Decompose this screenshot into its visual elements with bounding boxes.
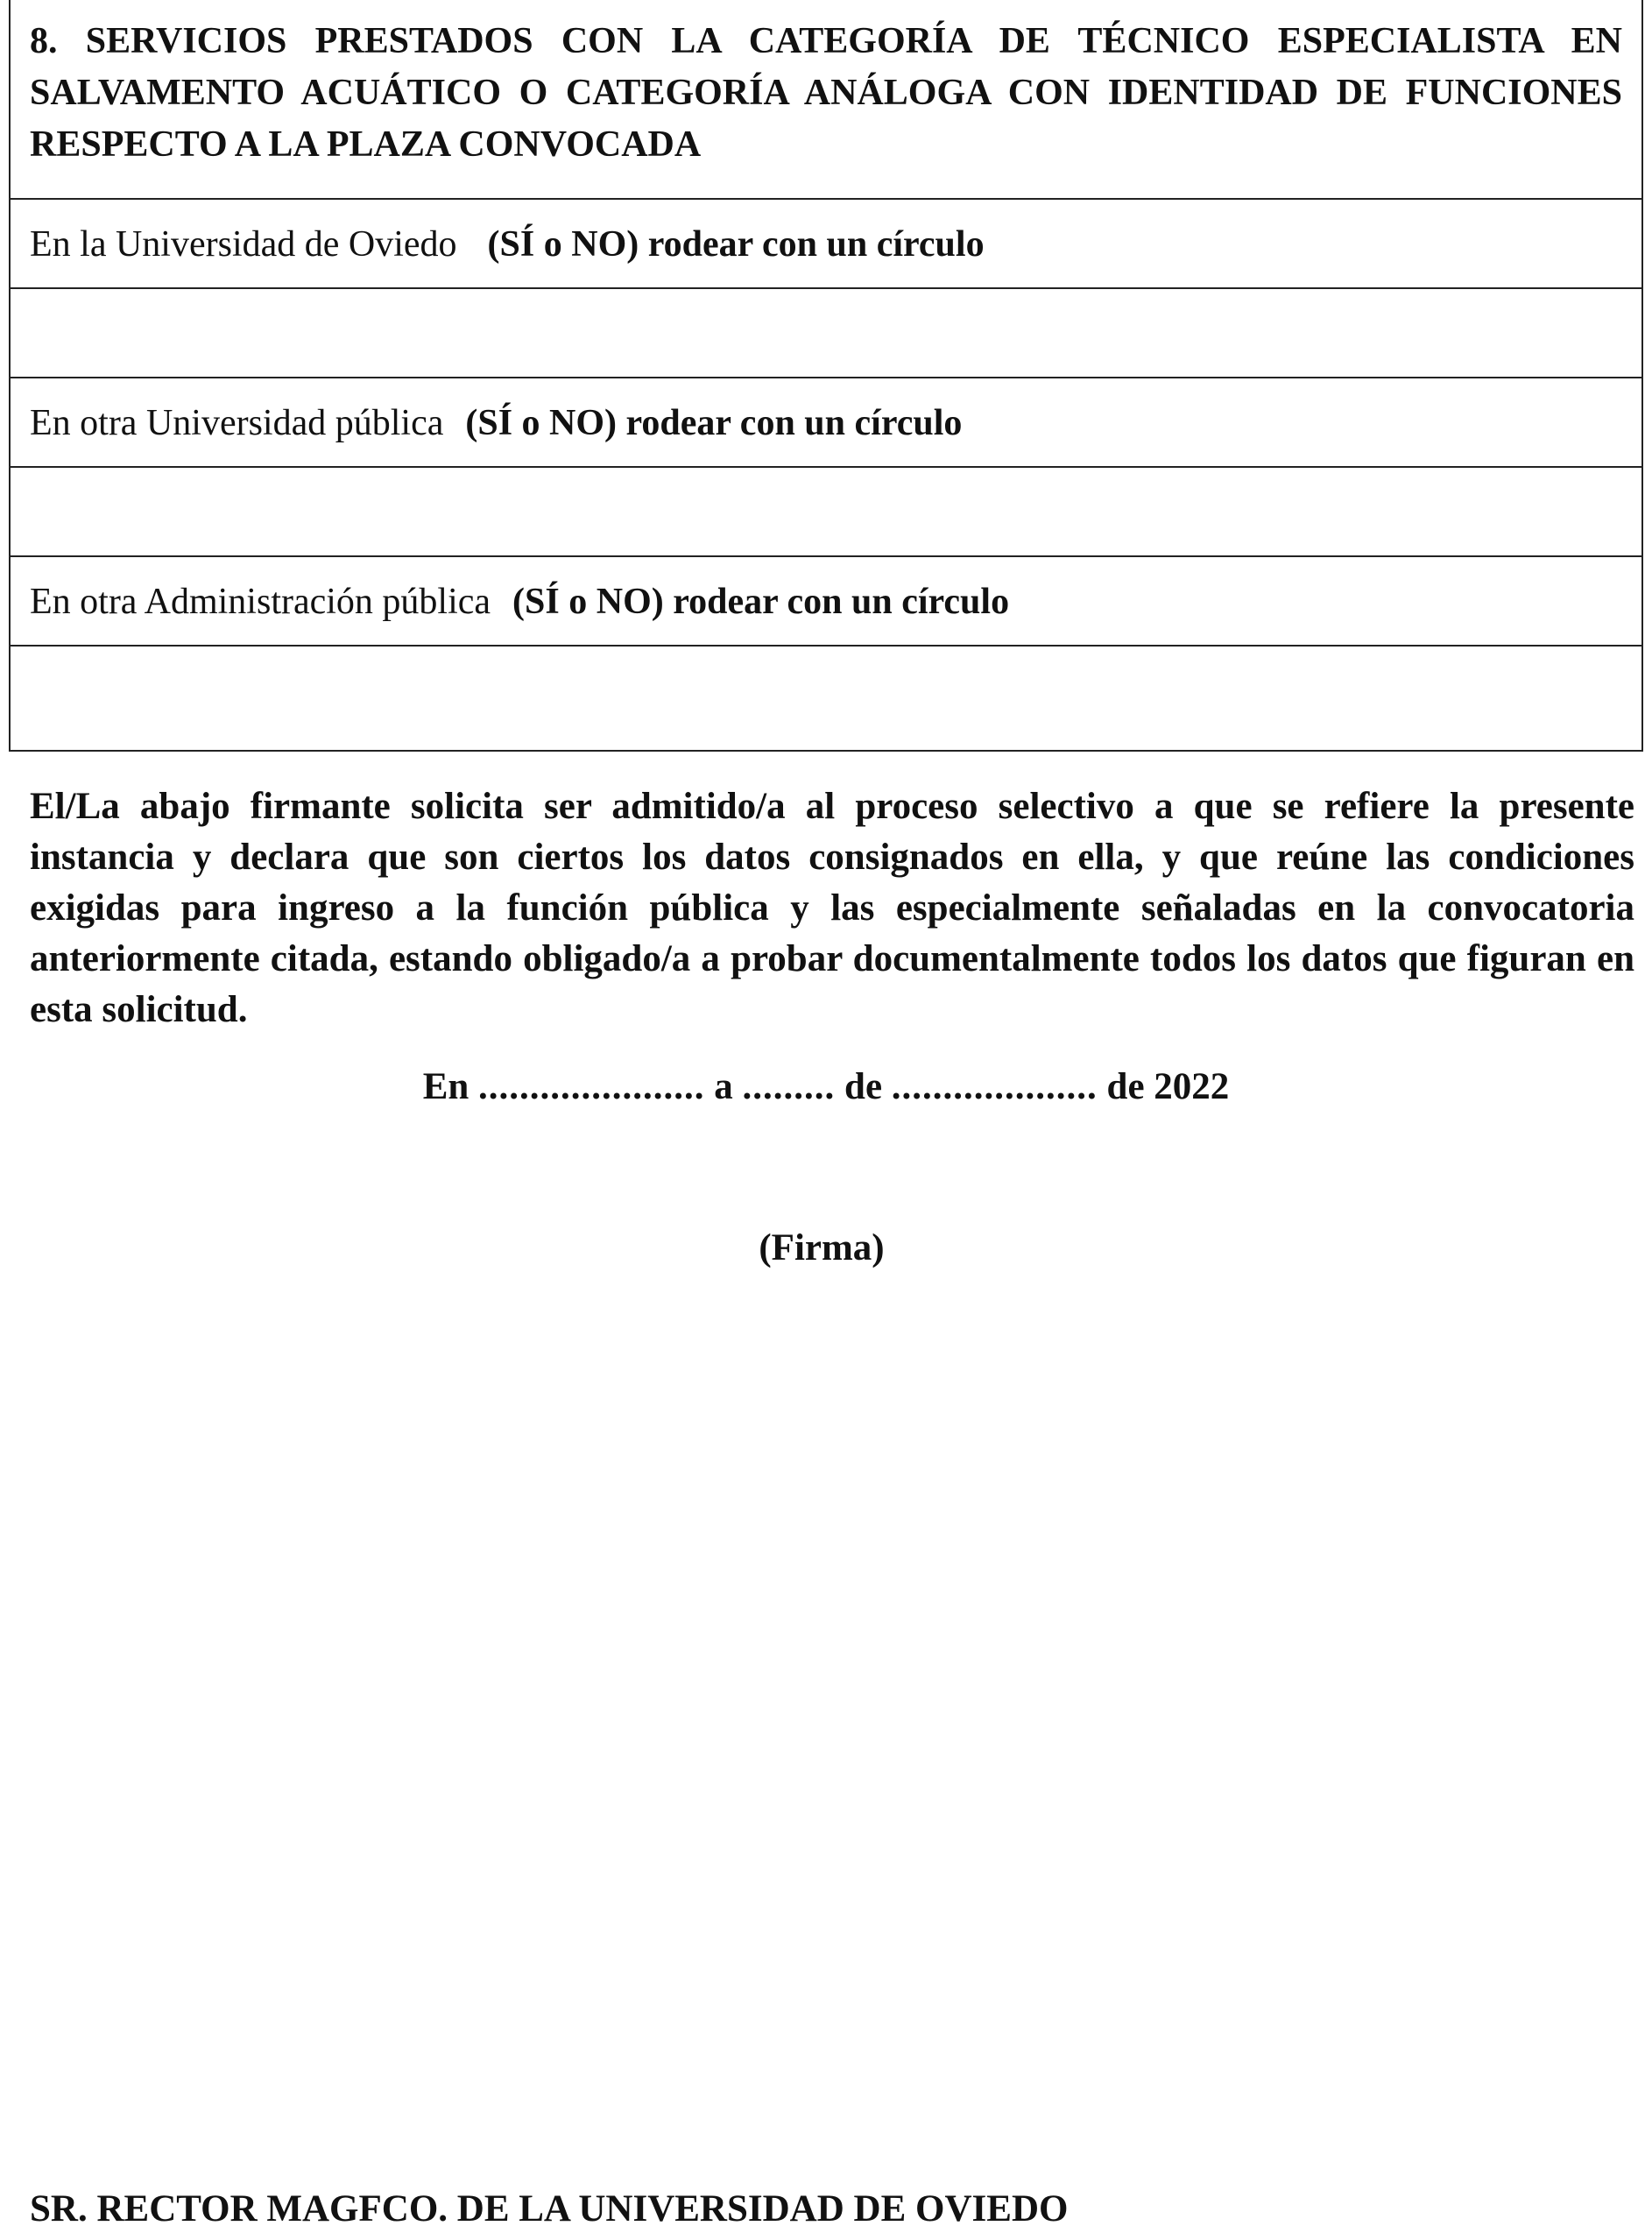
section-heading-line-3: RESPECTO A LA PLAZA CONVOCADA (30, 124, 702, 165)
yes-no-choice[interactable]: (SÍ o NO) rodear con un círculo (487, 224, 985, 265)
date-de-1: de (844, 1066, 883, 1107)
answer-field-universidad-oviedo[interactable] (11, 289, 1641, 378)
section-heading (11, 0, 1641, 200)
date-a: a (714, 1066, 733, 1107)
section-heading-line-1: 8. SERVICIOS PRESTADOS CON LA CATEGORÍA DE TÉCNICO ESPECIALISTA EN (30, 21, 1622, 61)
place-field[interactable]: ...................... (478, 1066, 705, 1107)
signature-label: (Firma) (759, 1227, 885, 1268)
addressee: SR. RECTOR MAGFCO. DE LA UNIVERSIDAD DE OVIEDO (30, 2188, 1069, 2229)
date-line (0, 1062, 1652, 1113)
row-universidad-oviedo (11, 200, 1641, 289)
date-year: 2022 (1154, 1066, 1230, 1107)
services-table (9, 0, 1643, 752)
yes-no-choice[interactable]: (SÍ o NO) rodear con un círculo (465, 403, 963, 443)
row-label: En la Universidad de Oviedo (30, 224, 457, 265)
date-de-2: de (1106, 1066, 1145, 1107)
row-label: En otra Administración pública (30, 582, 491, 622)
row-otra-administracion (11, 557, 1641, 647)
declaration-paragraph: El/La abajo firmante solicita ser admitido/a al proceso selectivo a que se refiere la presente instancia y declara que son ciertos los datos consignados en ella, y que reúne las condiciones exigidas para ingreso a la función pública y las especialmente señaladas en la convocatoria anteriormente citada, estando obligado/a a probar documentalmente todos los datos que figuran en esta solicitud. (30, 786, 1634, 1030)
answer-field-otra-administracion[interactable] (11, 647, 1641, 750)
section-heading-line-2: SALVAMENTO ACUÁTICO O CATEGORÍA ANÁLOGA CON IDENTIDAD DE FUNCIONES (30, 73, 1622, 113)
answer-field-otra-universidad[interactable] (11, 468, 1641, 557)
date-en: En (422, 1066, 469, 1107)
month-field[interactable]: .................... (891, 1066, 1098, 1107)
row-label: En otra Universidad pública (30, 403, 444, 443)
day-field[interactable]: ......... (742, 1066, 836, 1107)
yes-no-choice[interactable]: (SÍ o NO) rodear con un círculo (512, 582, 1010, 622)
row-otra-universidad (11, 378, 1641, 468)
